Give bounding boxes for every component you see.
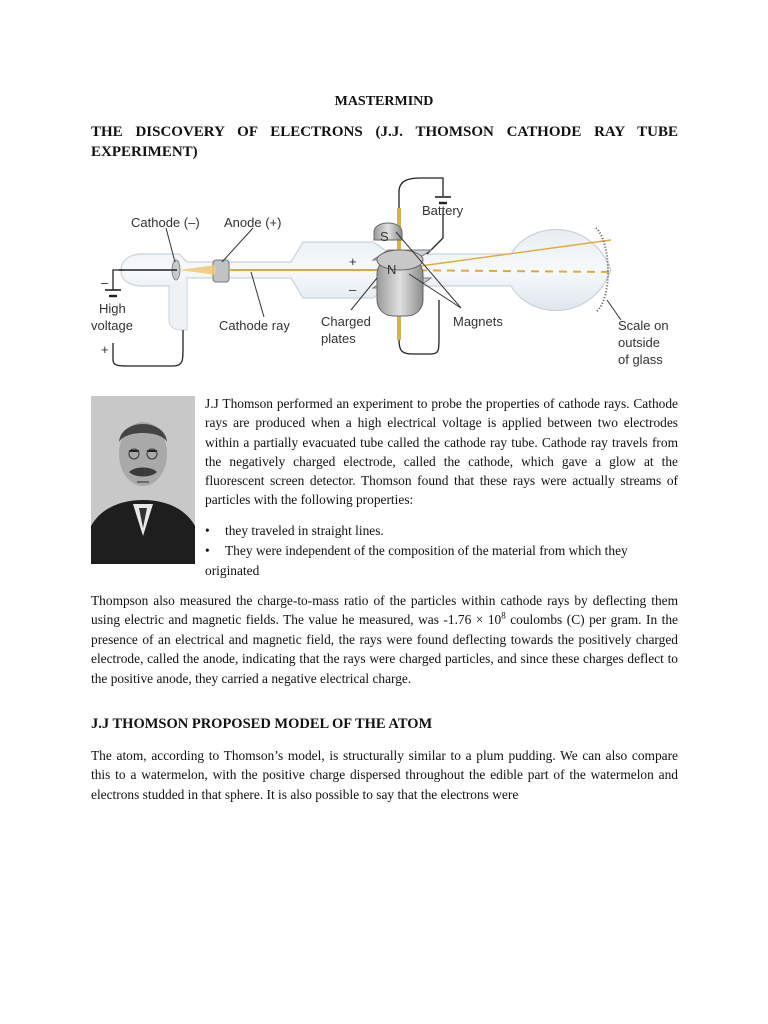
label-battery: Battery [422,203,464,218]
properties-list [205,521,678,581]
label-voltage: voltage [91,318,133,333]
label-scale-3: of glass [618,352,663,367]
cathode-ray-tube-diagram [91,170,678,382]
label-high: High [99,301,126,316]
label-cathode: Cathode (–) [131,215,200,230]
label-plates: plates [321,331,356,346]
label-charged: Charged [321,314,371,329]
label-north-pole: N [387,262,397,277]
bullet-icon: • [205,523,210,538]
label-scale-1: Scale on [618,318,669,333]
list-item: • they traveled in straight lines. [205,521,678,540]
intro-paragraph: J.J Thomson performed an experiment to probe the properties of cathode rays. Cathode rays are produced when a high electrical voltage is applied between two electrodes within a partially evacuated tube called the cathode ray tube. Cathode ray travels from the negatively charged electrode, called the cathode, which gave a glow at the fluorescent screen detector. Thomson found that these rays were actually streams of particles with the following properties: [205,396,678,508]
label-anode: Anode (+) [224,215,282,230]
label-minus-plate: – [349,282,357,297]
label-cathode-ray: Cathode ray [219,318,290,333]
section-heading-model: J.J THOMSON PROPOSED MODEL OF THE ATOM [91,716,433,732]
high-voltage-icon [105,290,121,296]
plum-pudding-paragraph: The atom, according to Thomson’s model, is structurally similar to a plum pudding. We can also compare this to a watermelon, with the positive charge dispersed throughout the edible part of the watermelon and electrons studded in that sphere. It is also possible to say that the electrons were [91,748,678,802]
label-minus-hv: – [101,275,109,290]
list-item: • They were independent of the composition of the material from which they originated [205,543,628,578]
section-heading-discovery: THE DISCOVERY OF ELECTRONS (J.J. THOMSON CATHODE RAY TUBE EXPERIMENT) [91,124,678,160]
label-scale-2: outside [618,335,660,350]
label-magnets: Magnets [453,314,503,329]
label-south-pole: S [380,229,389,244]
thomson-portrait [91,396,195,564]
bullet-icon: • [205,543,210,559]
charge-to-mass-paragraph: Thompson also measured the charge-to-mass ratio of the particles within cathode rays by deflecting them using electric and magnetic fields. The value he measured, was $-1.76 \times 10^8$ coulombs (C) per gram. In the presence of an electrical and magnetic field, the rays were found deflecting towards the positively charged electrode, called the anode, indicating that the rays were charged particles, and since these charges deflect to the positive anode, they carried a negative electrical charge. [91,593,678,686]
label-plus-hv: + [101,342,109,357]
document-title: MASTERMIND [334,94,434,109]
label-plus-plate: + [349,254,357,269]
